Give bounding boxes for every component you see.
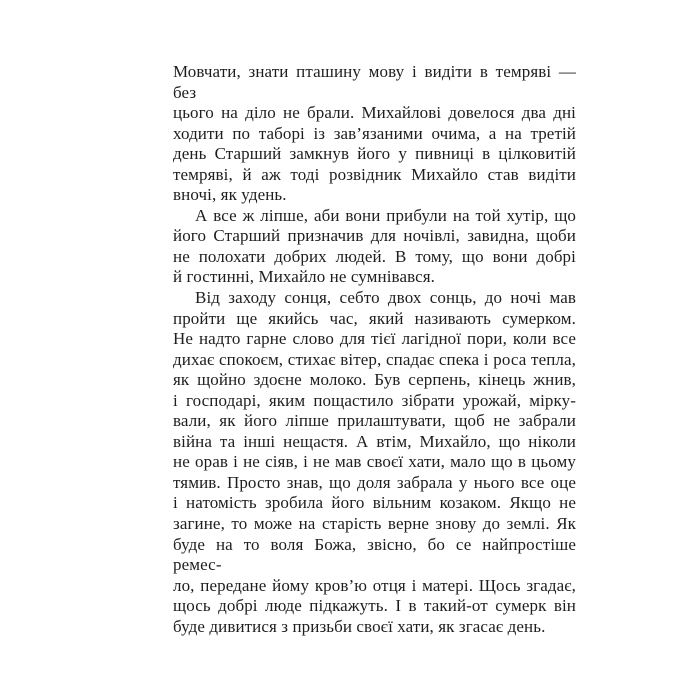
text-line: й гостинні, Михайло не сумнівався. — [173, 267, 436, 287]
paragraph — [173, 206, 576, 288]
text-line: Не надто гарне слово для тієї лагідної пори, коли все — [173, 329, 576, 349]
text-line: цього на діло не брали. Михайлові довелося два дні — [173, 103, 576, 123]
text-line: вали, як його ліпше прилаштувати, щоб не забрали — [173, 411, 576, 431]
text-line: загине, то може на старість верне знову до землі. Як — [173, 514, 576, 534]
text-line: війна та інші нещастя. А втім, Михайло, що ніколи — [173, 431, 576, 451]
page-text-block — [173, 62, 576, 637]
text-line: щось добрі люде підкажуть. І в такий-от сумерк він — [173, 596, 576, 616]
text-line: його Старший призначив для ночівлі, завидна, щоби — [173, 226, 576, 246]
text-line: і господарі, яким пощастило зібрати урожай, мірку- — [173, 390, 576, 410]
text-line: вночі, як удень. — [173, 185, 287, 205]
text-line: А все ж ліпше, аби вони прибули на той хутір, що — [195, 205, 576, 225]
text-line: дихає спокоєм, стихає вітер, спадає спека і роса тепла, — [173, 349, 576, 369]
text-line: ло, передане йому кров’ю отця і матері. Щось згадає, — [173, 575, 576, 595]
paragraph — [173, 62, 576, 206]
text-line: буде на то воля Божа, звісно, бо се найпростіше ремес- — [173, 534, 576, 575]
text-line: як щойно здоєне молоко. Був серпень, кінець жнив, — [173, 370, 576, 390]
text-line: темряві, й аж тоді розвідник Михайло став видіти — [173, 164, 576, 184]
text-line: тямив. Просто знав, що доля забрала у нього все оце — [173, 472, 576, 492]
text-line: Мовчати, знати пташину мову і видіти в темряві — без — [173, 62, 576, 102]
text-line: день Старший замкнув його у пивниці в цілковитій — [173, 144, 576, 164]
text-line: буде дивитися з призьби своєї хати, як згасає день. — [173, 616, 546, 636]
text-line: не орав і не сіяв, і не мав своєї хати, мало що в цьому — [173, 452, 576, 472]
text-line: Від заходу сонця, себто двох сонць, до ночі мав — [195, 288, 576, 308]
text-line: і натомість зробила його вільним козаком. Якщо не — [173, 493, 576, 513]
paragraph — [173, 288, 576, 637]
text-line: ходити по таборі із зав’язаними очима, а на третій — [173, 123, 576, 143]
text-line: пройти ще якийсь час, який називають сумерком. — [173, 308, 576, 328]
text-line: не полохати добрих людей. В тому, що вони добрі — [173, 246, 576, 266]
